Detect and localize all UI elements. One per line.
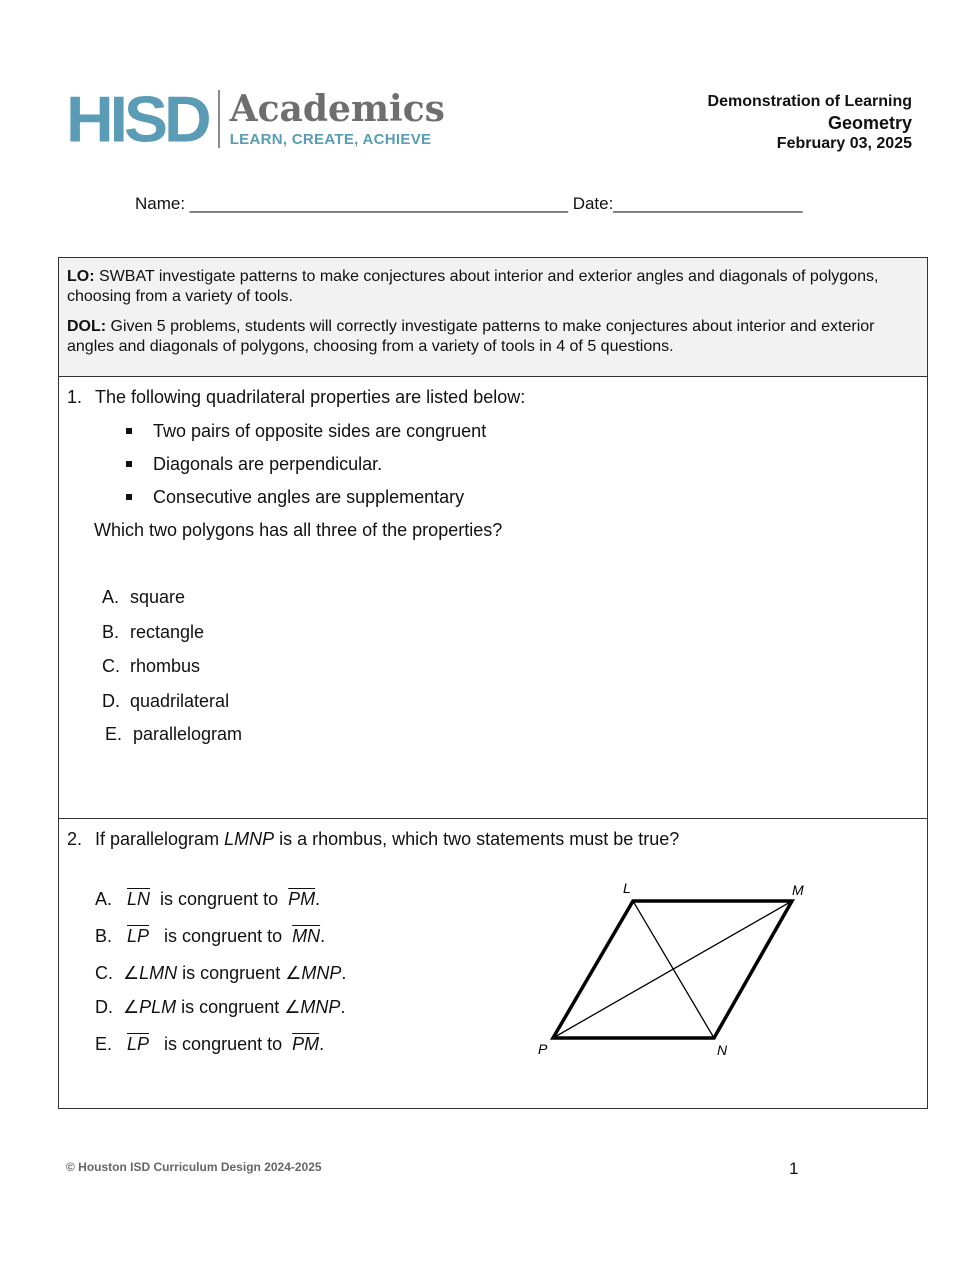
doc-type: Demonstration of Learning — [707, 93, 912, 110]
q1-property: Diagonals are perpendicular. — [153, 454, 383, 474]
logo-academics: Academics — [229, 87, 445, 130]
segment: $\overline{PM}$ — [288, 889, 316, 909]
q2-option-e: $\overline{LP}$ is congruent to $\overline{PM}$. — [127, 1034, 325, 1054]
question-1 — [59, 377, 927, 819]
logo-text-group — [229, 87, 445, 148]
q2-option-c: ∠LMN is congruent ∠MNP. — [123, 963, 347, 983]
rhombus-figure — [529, 874, 819, 1074]
diagonal-pm — [553, 901, 792, 1038]
segment: $\overline{LP}$ — [127, 926, 150, 946]
q2-option-d: ∠PLM is congruent ∠MNP. — [123, 997, 346, 1017]
q1-question: Which two polygons has all three of the properties? — [94, 520, 503, 540]
q2-option-letter: B. — [95, 926, 113, 946]
vertex-label-m: M — [792, 882, 804, 898]
q2-number: 2. — [67, 829, 83, 849]
q1-option-letter: D. — [102, 691, 120, 711]
question-2 — [59, 819, 927, 1108]
objectives-section — [59, 258, 927, 377]
vertex-label-l: L — [623, 880, 631, 896]
bullet — [126, 461, 132, 467]
logo-tagline: LEARN, CREATE, ACHIEVE — [229, 130, 432, 148]
q1-number: 1. — [67, 387, 83, 407]
segment: $\overline{LP}$ — [127, 1034, 150, 1054]
vertex-label-n: N — [717, 1042, 728, 1058]
name-date-line: Name: ________________________________________ Date:____________________ — [135, 194, 803, 213]
q2-stem: If parallelogram LMNP is a rhombus, which two statements must be true? — [95, 829, 680, 849]
q1-property: Consecutive angles are supplementary — [153, 487, 465, 507]
q1-option-letter: E. — [105, 724, 123, 744]
segment: $\overline{PM}$ — [292, 1034, 320, 1054]
logo-divider — [218, 90, 220, 148]
copyright: © Houston ISD Curriculum Design 2024-2025 — [66, 1160, 322, 1174]
demonstration-of-learning: DOL: Given 5 problems, students will correctly investigate patterns to make conjectures about interior and exterior angles and diagonals of polygons, choosing from a variety of tools in 4 of 5 questions. — [67, 318, 875, 355]
bullet — [126, 494, 132, 500]
q1-option-letter: A. — [102, 587, 120, 607]
doc-date: February 03, 2025 — [776, 135, 912, 152]
logo-hisd-text: HISD — [66, 82, 208, 156]
bullet — [126, 428, 132, 434]
learning-objective: LO: SWBAT investigate patterns to make conjectures about interior and exterior angles and diagonals of polygons, choosing from a variety of tools. — [67, 268, 879, 305]
q2-option-letter: E. — [95, 1034, 113, 1054]
q2-option-letter: C. — [95, 963, 113, 983]
q1-option-text: parallelogram — [133, 724, 243, 744]
subject: Geometry — [827, 113, 912, 133]
q1-option-text: quadrilateral — [130, 691, 230, 711]
q1-property: Two pairs of opposite sides are congruent — [153, 421, 487, 441]
question-box — [58, 257, 928, 1109]
document-heading — [708, 92, 912, 154]
q2-option-a: $\overline{LN}$ is congruent to $\overline{PM}$. — [127, 889, 321, 909]
vertex-label-p: P — [538, 1041, 548, 1057]
q1-option-text: rectangle — [130, 622, 205, 642]
segment: $\overline{LN}$ — [127, 889, 151, 909]
segment: $\overline{MN}$ — [292, 926, 321, 946]
q2-option-letter: D. — [95, 997, 113, 1017]
q1-option-letter: C. — [102, 656, 120, 676]
q1-option-text: rhombus — [130, 656, 201, 676]
q1-stem: The following quadrilateral properties are listed below: — [95, 387, 526, 407]
hisd-logo — [66, 82, 445, 156]
q2-option-letter: A. — [95, 889, 113, 909]
page-number: 1 — [789, 1159, 799, 1178]
q2-option-b: $\overline{LP}$ is congruent to $\overline{MN}$. — [127, 926, 326, 946]
q1-option-letter: B. — [102, 622, 120, 642]
q1-option-text: square — [130, 587, 186, 607]
